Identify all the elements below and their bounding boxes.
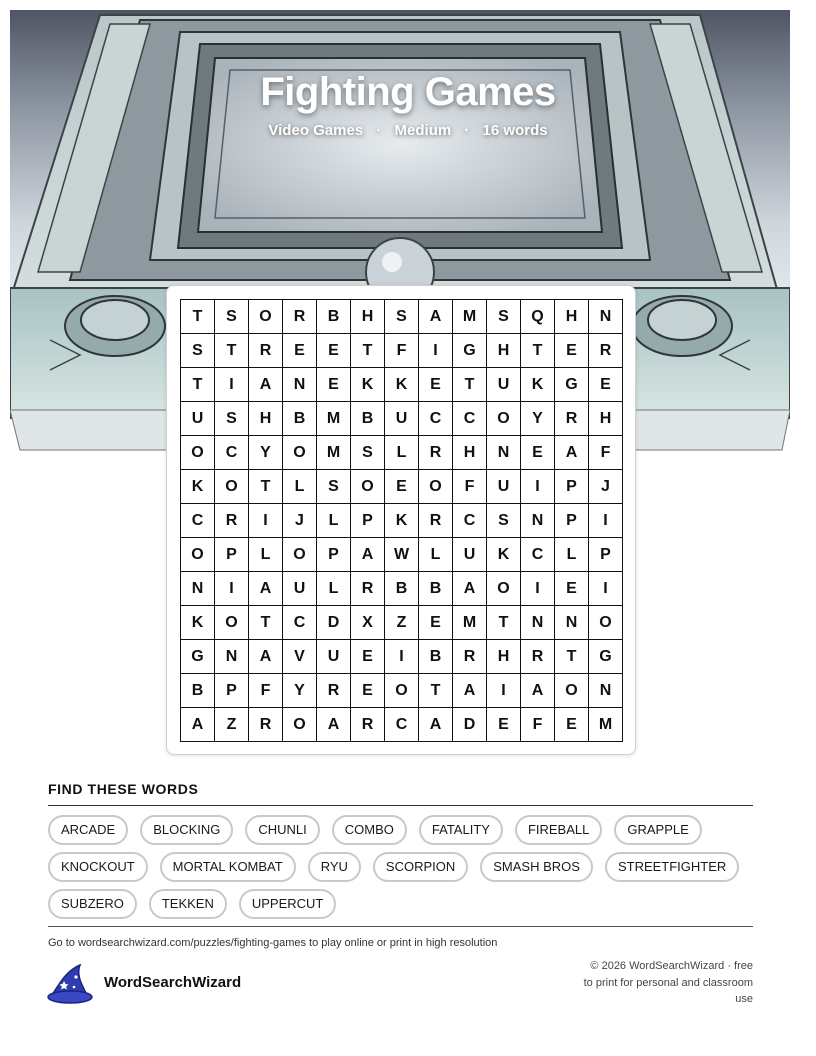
grid-cell[interactable]: G: [181, 640, 215, 674]
grid-cell[interactable]: R: [249, 708, 283, 742]
grid-cell[interactable]: E: [351, 674, 385, 708]
grid-cell[interactable]: M: [453, 606, 487, 640]
word-chip: ARCADE: [48, 815, 128, 845]
grid-cell[interactable]: R: [351, 708, 385, 742]
grid-cell[interactable]: N: [487, 436, 521, 470]
grid-cell[interactable]: H: [589, 402, 623, 436]
word-chip: STREETFIGHTER: [605, 852, 739, 882]
grid-cell[interactable]: T: [249, 606, 283, 640]
grid-cell[interactable]: A: [317, 708, 351, 742]
grid-cell[interactable]: P: [215, 538, 249, 572]
grid-cell[interactable]: A: [453, 572, 487, 606]
grid-cell[interactable]: F: [589, 436, 623, 470]
grid-cell[interactable]: B: [283, 402, 317, 436]
grid-cell[interactable]: E: [555, 708, 589, 742]
grid-cell[interactable]: B: [419, 572, 453, 606]
meta-separator: ·: [376, 122, 382, 139]
word-chip: UPPERCUT: [239, 889, 337, 919]
grid-cell[interactable]: P: [555, 470, 589, 504]
grid-cell[interactable]: W: [385, 538, 419, 572]
grid-cell[interactable]: R: [215, 504, 249, 538]
grid-cell[interactable]: L: [283, 470, 317, 504]
grid-cell[interactable]: O: [283, 436, 317, 470]
grid-cell[interactable]: H: [351, 300, 385, 334]
grid-cell[interactable]: O: [351, 470, 385, 504]
grid-cell[interactable]: E: [351, 640, 385, 674]
grid-cell[interactable]: E: [317, 368, 351, 402]
grid-cell[interactable]: S: [385, 300, 419, 334]
grid-cell[interactable]: O: [589, 606, 623, 640]
grid-cell[interactable]: E: [521, 436, 555, 470]
grid-cell[interactable]: N: [521, 504, 555, 538]
grid-cell[interactable]: K: [521, 368, 555, 402]
grid-cell[interactable]: B: [385, 572, 419, 606]
grid-cell[interactable]: J: [589, 470, 623, 504]
grid-cell[interactable]: T: [555, 640, 589, 674]
grid-cell[interactable]: S: [351, 436, 385, 470]
word-chip: CHUNLI: [245, 815, 319, 845]
letter-grid: [180, 299, 623, 742]
grid-cell[interactable]: R: [283, 300, 317, 334]
grid-cell[interactable]: K: [385, 368, 419, 402]
wizard-hat-icon: [46, 963, 94, 1005]
word-chip: KNOCKOUT: [48, 852, 148, 882]
grid-cell[interactable]: U: [317, 640, 351, 674]
grid-cell[interactable]: E: [283, 334, 317, 368]
grid-cell[interactable]: O: [215, 606, 249, 640]
grid-cell[interactable]: L: [555, 538, 589, 572]
grid-cell[interactable]: O: [487, 402, 521, 436]
grid-cell[interactable]: A: [249, 368, 283, 402]
grid-cell[interactable]: Y: [521, 402, 555, 436]
grid-cell[interactable]: A: [555, 436, 589, 470]
grid-cell[interactable]: F: [249, 674, 283, 708]
grid-cell[interactable]: I: [419, 334, 453, 368]
grid-cell[interactable]: A: [249, 640, 283, 674]
grid-cell[interactable]: H: [487, 334, 521, 368]
grid-cell[interactable]: I: [249, 504, 283, 538]
grid-cell[interactable]: L: [385, 436, 419, 470]
grid-cell[interactable]: M: [453, 300, 487, 334]
word-chip: SCORPION: [373, 852, 468, 882]
grid-cell[interactable]: V: [283, 640, 317, 674]
brand-name: WordSearchWizard: [104, 974, 242, 991]
grid-cell[interactable]: S: [215, 402, 249, 436]
grid-cell[interactable]: R: [453, 640, 487, 674]
category-label: Video Games: [268, 122, 364, 139]
grid-cell[interactable]: M: [589, 708, 623, 742]
grid-cell[interactable]: G: [555, 368, 589, 402]
grid-cell[interactable]: T: [181, 300, 215, 334]
grid-cell[interactable]: K: [181, 470, 215, 504]
word-list-heading: FIND THESE WORDS: [48, 781, 199, 797]
grid-cell[interactable]: O: [419, 470, 453, 504]
grid-cell[interactable]: E: [555, 572, 589, 606]
grid-cell[interactable]: O: [249, 300, 283, 334]
grid-cell[interactable]: T: [521, 334, 555, 368]
word-chip: COMBO: [332, 815, 407, 845]
word-chip: FATALITY: [419, 815, 503, 845]
grid-cell[interactable]: S: [181, 334, 215, 368]
grid-cell[interactable]: T: [487, 606, 521, 640]
grid-cell[interactable]: O: [283, 538, 317, 572]
grid-cell[interactable]: U: [181, 402, 215, 436]
grid-cell[interactable]: T: [249, 470, 283, 504]
grid-cell[interactable]: O: [181, 538, 215, 572]
grid-cell[interactable]: U: [487, 368, 521, 402]
grid-cell[interactable]: H: [487, 640, 521, 674]
grid-cell[interactable]: R: [249, 334, 283, 368]
grid-cell[interactable]: C: [521, 538, 555, 572]
grid-cell[interactable]: T: [453, 368, 487, 402]
grid-cell[interactable]: A: [453, 674, 487, 708]
grid-cell[interactable]: R: [521, 640, 555, 674]
grid-cell[interactable]: F: [453, 470, 487, 504]
grid-cell[interactable]: J: [283, 504, 317, 538]
word-count-label: 16 words: [482, 122, 548, 139]
grid-cell[interactable]: S: [487, 300, 521, 334]
grid-cell[interactable]: E: [419, 606, 453, 640]
word-chip: FIREBALL: [515, 815, 602, 845]
meta-separator: ·: [464, 122, 470, 139]
grid-cell[interactable]: O: [283, 708, 317, 742]
grid-cell[interactable]: B: [419, 640, 453, 674]
word-chip: TEKKEN: [149, 889, 227, 919]
grid-cell[interactable]: C: [385, 708, 419, 742]
grid-cell[interactable]: E: [555, 334, 589, 368]
grid-cell[interactable]: K: [385, 504, 419, 538]
grid-cell[interactable]: L: [317, 504, 351, 538]
grid-cell[interactable]: M: [317, 436, 351, 470]
word-chip: SUBZERO: [48, 889, 137, 919]
puzzle-meta: [0, 122, 816, 139]
grid-cell[interactable]: A: [351, 538, 385, 572]
grid-cell[interactable]: T: [181, 368, 215, 402]
grid-cell[interactable]: O: [555, 674, 589, 708]
grid-cell[interactable]: P: [215, 674, 249, 708]
grid-cell[interactable]: U: [385, 402, 419, 436]
grid-cell[interactable]: C: [453, 504, 487, 538]
grid-cell[interactable]: K: [487, 538, 521, 572]
grid-cell[interactable]: N: [589, 300, 623, 334]
word-chip: MORTAL KOMBAT: [160, 852, 296, 882]
grid-cell[interactable]: I: [521, 470, 555, 504]
online-play-note: Go to wordsearchwizard.com/puzzles/fighting-games to play online or print in high resolution: [48, 937, 498, 949]
grid-cell[interactable]: L: [249, 538, 283, 572]
grid-cell[interactable]: O: [487, 572, 521, 606]
grid-cell[interactable]: F: [521, 708, 555, 742]
grid-cell[interactable]: D: [453, 708, 487, 742]
grid-cell[interactable]: T: [419, 674, 453, 708]
divider: [48, 805, 753, 806]
word-chip: GRAPPLE: [614, 815, 701, 845]
grid-cell[interactable]: H: [249, 402, 283, 436]
grid-cell[interactable]: C: [453, 402, 487, 436]
grid-cell[interactable]: P: [555, 504, 589, 538]
grid-cell[interactable]: N: [555, 606, 589, 640]
grid-cell[interactable]: N: [521, 606, 555, 640]
grid-cell[interactable]: C: [215, 436, 249, 470]
word-chip: SMASH BROS: [480, 852, 593, 882]
grid-cell[interactable]: K: [351, 368, 385, 402]
grid-cell[interactable]: Z: [215, 708, 249, 742]
word-list: [48, 815, 753, 919]
grid-cell[interactable]: E: [317, 334, 351, 368]
grid-cell[interactable]: O: [181, 436, 215, 470]
grid-cell[interactable]: N: [589, 674, 623, 708]
grid-cell[interactable]: I: [215, 368, 249, 402]
grid-cell[interactable]: A: [419, 300, 453, 334]
grid-cell[interactable]: I: [521, 572, 555, 606]
divider: [48, 926, 753, 927]
grid-cell[interactable]: R: [351, 572, 385, 606]
grid-cell[interactable]: B: [317, 300, 351, 334]
grid-cell[interactable]: I: [487, 674, 521, 708]
grid-cell[interactable]: N: [283, 368, 317, 402]
grid-cell[interactable]: S: [215, 300, 249, 334]
grid-cell[interactable]: C: [181, 504, 215, 538]
grid-cell[interactable]: A: [249, 572, 283, 606]
grid-cell[interactable]: P: [317, 538, 351, 572]
word-chip: BLOCKING: [140, 815, 233, 845]
grid-cell[interactable]: O: [385, 674, 419, 708]
grid-cell[interactable]: E: [487, 708, 521, 742]
grid-cell[interactable]: I: [215, 572, 249, 606]
grid-cell[interactable]: G: [589, 640, 623, 674]
grid-cell[interactable]: U: [283, 572, 317, 606]
grid-cell[interactable]: S: [487, 504, 521, 538]
grid-cell[interactable]: N: [181, 572, 215, 606]
grid-cell[interactable]: E: [385, 470, 419, 504]
grid-cell[interactable]: E: [419, 368, 453, 402]
grid-cell[interactable]: H: [555, 300, 589, 334]
grid-cell[interactable]: I: [385, 640, 419, 674]
grid-cell[interactable]: U: [487, 470, 521, 504]
grid-cell[interactable]: R: [419, 436, 453, 470]
difficulty-label: Medium: [394, 122, 452, 139]
grid-cell[interactable]: K: [181, 606, 215, 640]
grid-cell[interactable]: I: [589, 572, 623, 606]
grid-cell[interactable]: H: [453, 436, 487, 470]
grid-cell[interactable]: N: [215, 640, 249, 674]
grid-cell[interactable]: A: [521, 674, 555, 708]
grid-cell[interactable]: L: [317, 572, 351, 606]
grid-cell[interactable]: Y: [283, 674, 317, 708]
page-title: Fighting Games: [260, 70, 556, 114]
grid-cell[interactable]: P: [589, 538, 623, 572]
grid-cell[interactable]: O: [215, 470, 249, 504]
grid-cell[interactable]: A: [181, 708, 215, 742]
word-chip: RYU: [308, 852, 361, 882]
copyright-note: © 2026 WordSearchWizard · free to print for personal and classroom use: [583, 960, 753, 1005]
grid-cell[interactable]: I: [589, 504, 623, 538]
grid-cell[interactable]: S: [317, 470, 351, 504]
grid-cell[interactable]: Q: [521, 300, 555, 334]
grid-cell[interactable]: C: [419, 402, 453, 436]
grid-cell[interactable]: X: [351, 606, 385, 640]
grid-cell[interactable]: A: [419, 708, 453, 742]
grid-cell[interactable]: B: [181, 674, 215, 708]
grid-cell[interactable]: D: [317, 606, 351, 640]
grid-cell[interactable]: Y: [249, 436, 283, 470]
grid-cell[interactable]: E: [589, 368, 623, 402]
grid-cell[interactable]: R: [555, 402, 589, 436]
grid-cell[interactable]: M: [317, 402, 351, 436]
grid-cell[interactable]: R: [317, 674, 351, 708]
grid-cell[interactable]: R: [589, 334, 623, 368]
grid-cell[interactable]: T: [215, 334, 249, 368]
grid-cell[interactable]: B: [351, 402, 385, 436]
grid-cell[interactable]: C: [283, 606, 317, 640]
grid-cell[interactable]: G: [453, 334, 487, 368]
grid-cell[interactable]: U: [453, 538, 487, 572]
grid-cell[interactable]: Z: [385, 606, 419, 640]
grid-cell[interactable]: F: [385, 334, 419, 368]
grid-cell[interactable]: R: [419, 504, 453, 538]
grid-cell[interactable]: L: [419, 538, 453, 572]
grid-cell[interactable]: P: [351, 504, 385, 538]
grid-cell[interactable]: T: [351, 334, 385, 368]
